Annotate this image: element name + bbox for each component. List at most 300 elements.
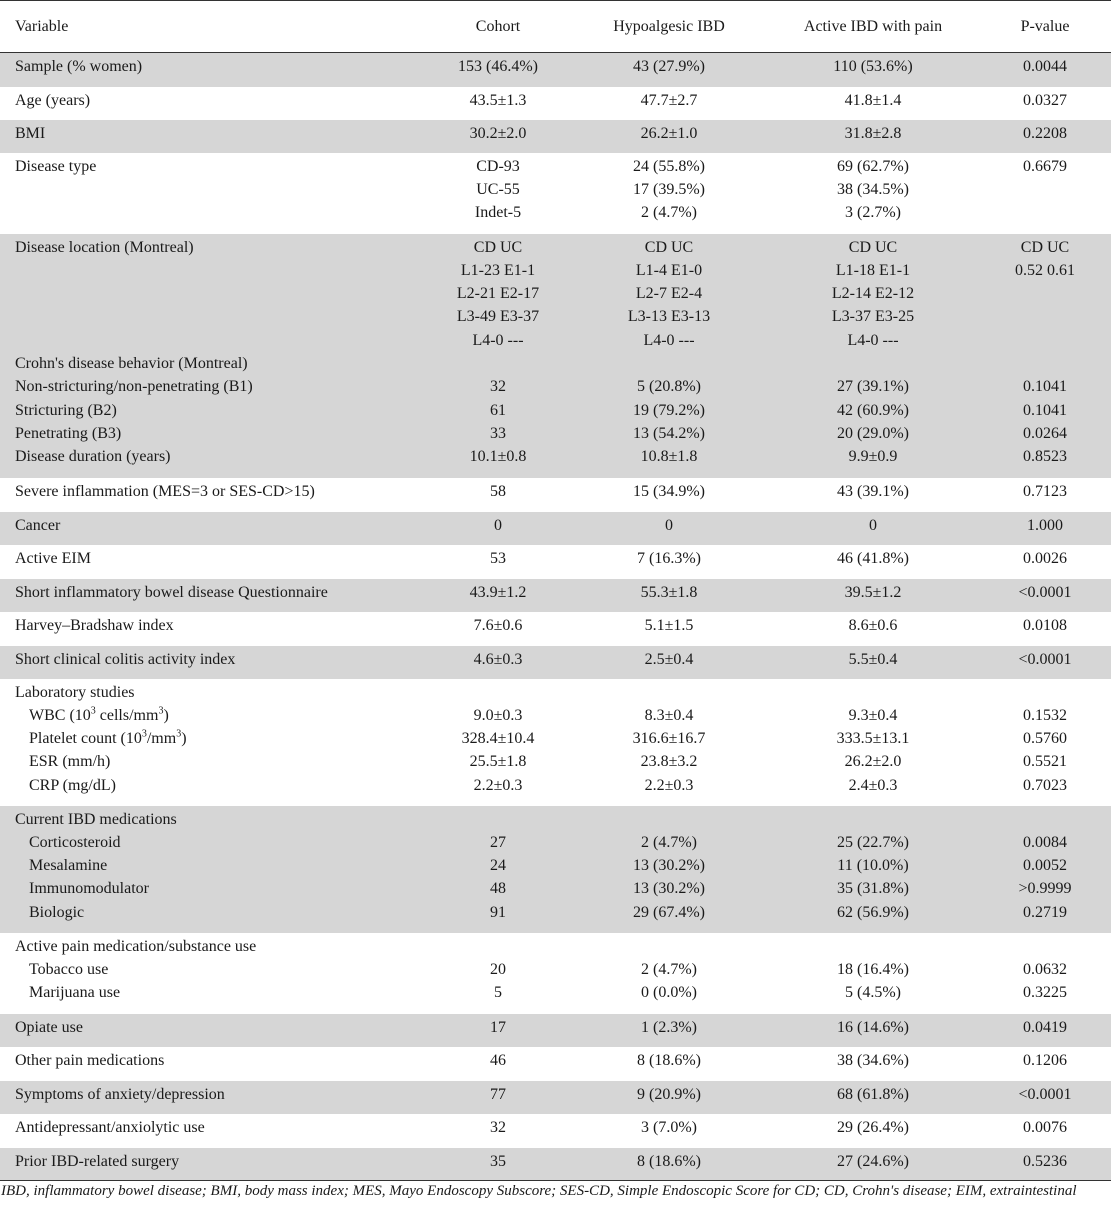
- cell-line: Mesalamine: [29, 857, 108, 875]
- cell-variable: [0, 478, 425, 512]
- cell-p-value: [979, 234, 1111, 478]
- cell-line: Disease duration (years): [15, 448, 171, 466]
- cell-line: 29 (67.4%): [633, 903, 705, 921]
- cell-variable: [0, 1114, 425, 1148]
- cell-cohort: [425, 1081, 571, 1114]
- cell-active-ibd-with-pain: [767, 478, 979, 512]
- col-header-cohort: Cohort: [425, 1, 571, 53]
- cell-p-value: [979, 1148, 1111, 1181]
- superscript: 3: [176, 728, 182, 740]
- cell-p-value: [979, 679, 1111, 806]
- cell-line: 9.0±0.3: [473, 706, 523, 724]
- cell-line: Immunomodulator: [29, 880, 149, 898]
- cell-line: Disease type: [15, 157, 97, 175]
- cell-line: 17: [490, 1018, 506, 1036]
- cell-active-ibd-with-pain: [767, 612, 979, 646]
- cell-line: L2-7 E2-4: [635, 285, 703, 303]
- cell-variable: [0, 579, 425, 612]
- cell-line: 8 (18.6%): [637, 1051, 701, 1069]
- cell-line: 8.6±0.6: [848, 616, 898, 634]
- cell-line: 0.0026: [1023, 549, 1067, 567]
- cell-line: 3 (2.7%): [845, 204, 901, 222]
- cell-line: 13 (30.2%): [633, 857, 705, 875]
- cell-line: UC-55: [476, 180, 520, 198]
- cell-active-ibd-with-pain: [767, 512, 979, 545]
- table-row: [0, 806, 1111, 933]
- col-header-p-value: P-value: [979, 1, 1111, 53]
- cell-line: [571, 935, 767, 958]
- cell-p-value: [979, 579, 1111, 612]
- cell-line: BMI: [15, 124, 46, 142]
- cell-line: Crohn's disease behavior (Montreal): [15, 354, 248, 372]
- cell-line: Disease location (Montreal): [15, 238, 194, 256]
- cell-line: L1-23 E1-1: [460, 261, 536, 279]
- cell-line: 11 (10.0%): [837, 857, 909, 875]
- cell-line: 43.5±1.3: [469, 91, 527, 109]
- cell-line: Prior IBD-related surgery: [15, 1152, 180, 1170]
- cell-hypoalgesic-ibd: [571, 612, 767, 646]
- cell-active-ibd-with-pain: [767, 806, 979, 933]
- cell-line: 1 (2.3%): [641, 1018, 697, 1036]
- cell-line: Current IBD medications: [15, 810, 177, 828]
- cell-line: 0.8523: [1023, 448, 1067, 466]
- cell-line: 26.2±1.0: [640, 124, 698, 142]
- cell-line: Marijuana use: [29, 984, 121, 1002]
- cell-line: CD UC: [644, 238, 694, 256]
- cell-line: [979, 808, 1111, 831]
- cell-line: 2.2±0.3: [473, 776, 523, 794]
- cell-line: [979, 282, 1111, 305]
- cell-line: 55.3±1.8: [640, 583, 698, 601]
- cell-line: 46: [490, 1051, 506, 1069]
- cell-line: 0.1041: [1023, 401, 1067, 419]
- cell-cohort: [425, 1047, 571, 1081]
- cell-cohort: [425, 646, 571, 679]
- cell-variable: [0, 1014, 425, 1047]
- cell-line: [767, 808, 979, 831]
- table-row: [0, 579, 1111, 612]
- cell-line: L3-37 E3-25: [831, 308, 915, 326]
- header-row: [0, 1, 1111, 53]
- cell-cohort: [425, 1114, 571, 1148]
- cell-line: Tobacco use: [29, 960, 109, 978]
- cell-line: 19 (79.2%): [633, 401, 705, 419]
- cell-line: 0.0327: [1023, 91, 1067, 109]
- cell-line: 5 (4.5%): [845, 984, 901, 1002]
- cell-line: Stricturing (B2): [15, 401, 117, 419]
- cell-line: 5.5±0.4: [848, 650, 898, 668]
- cell-variable: [0, 545, 425, 579]
- cell-p-value: [979, 478, 1111, 512]
- cell-line: 30.2±2.0: [469, 124, 527, 142]
- cell-line: [979, 305, 1111, 328]
- table-row: [0, 53, 1111, 87]
- cell-line: L4-0 ---: [643, 331, 695, 349]
- cell-line: 0.7123: [1023, 482, 1067, 500]
- cell-line: Opiate use: [15, 1018, 83, 1036]
- cell-line: 0.1041: [1023, 378, 1067, 396]
- cell-line: 32: [490, 378, 506, 396]
- table-row: [0, 153, 1111, 234]
- cell-line: L4-0 ---: [472, 331, 524, 349]
- cell-line: 3 (7.0%): [641, 1118, 697, 1136]
- cell-line: Antidepressant/anxiolytic use: [15, 1118, 205, 1136]
- cell-p-value: [979, 612, 1111, 646]
- cell-line: 69 (62.7%): [837, 157, 909, 175]
- cell-hypoalgesic-ibd: [571, 1047, 767, 1081]
- col-header-active-ibd-with-pain: Active IBD with pain: [767, 1, 979, 53]
- cell-line: L3-13 E3-13: [627, 308, 711, 326]
- cell-line: 61: [490, 401, 506, 419]
- table-row: [0, 933, 1111, 1014]
- cell-line: 7 (16.3%): [637, 549, 701, 567]
- table-row: [0, 612, 1111, 646]
- cell-line: 18 (16.4%): [837, 960, 909, 978]
- cell-active-ibd-with-pain: [767, 545, 979, 579]
- cell-line: CD UC: [848, 238, 898, 256]
- cell-line: [15, 282, 425, 305]
- cell-line: 2.5±0.4: [644, 650, 694, 668]
- superscript: 3: [141, 728, 147, 740]
- cell-line: [979, 329, 1111, 352]
- cell-line: 328.4±10.4: [461, 730, 535, 748]
- cell-line: 27 (39.1%): [837, 378, 909, 396]
- cell-hypoalgesic-ibd: [571, 806, 767, 933]
- superscript: 3: [90, 705, 96, 717]
- cell-active-ibd-with-pain: [767, 679, 979, 806]
- cell-line: 0.5521: [1023, 753, 1067, 771]
- cell-line: Other pain medications: [15, 1051, 165, 1069]
- cell-line: 0.5760: [1023, 730, 1067, 748]
- table-row: [0, 234, 1111, 478]
- table-row: [0, 1148, 1111, 1181]
- cell-line: Symptoms of anxiety/depression: [15, 1085, 225, 1103]
- col-header-hypoalgesic-ibd: Hypoalgesic IBD: [571, 1, 767, 53]
- cell-active-ibd-with-pain: [767, 87, 979, 120]
- table-row: [0, 478, 1111, 512]
- cell-variable: [0, 679, 425, 806]
- cell-line: L2-14 E2-12: [831, 285, 915, 303]
- cell-hypoalgesic-ibd: [571, 1081, 767, 1114]
- cell-variable: [0, 1081, 425, 1114]
- cell-hypoalgesic-ibd: [571, 478, 767, 512]
- cell-p-value: [979, 1047, 1111, 1081]
- cell-active-ibd-with-pain: [767, 579, 979, 612]
- cell-line: 25.5±1.8: [469, 753, 527, 771]
- cell-hypoalgesic-ibd: [571, 153, 767, 234]
- cell-line: 2 (4.7%): [641, 960, 697, 978]
- cell-line: 38 (34.5%): [837, 180, 909, 198]
- cell-line: [425, 352, 571, 375]
- cell-line: Penetrating (B3): [15, 424, 122, 442]
- cell-line: 0.0264: [1023, 424, 1067, 442]
- cell-line: <0.0001: [1018, 650, 1072, 668]
- cell-line: [571, 681, 767, 704]
- cell-line: Platelet count $(10^3/mm^3)$: [29, 728, 187, 748]
- cell-variable: [0, 612, 425, 646]
- cell-line: 8.3±0.4: [644, 706, 694, 724]
- cell-active-ibd-with-pain: [767, 1081, 979, 1114]
- cell-p-value: [979, 933, 1111, 1014]
- cell-line: 20 (29.0%): [837, 424, 909, 442]
- cell-line: Harvey–Bradshaw index: [15, 616, 174, 634]
- cell-line: 8 (18.6%): [637, 1152, 701, 1170]
- cell-line: Laboratory studies: [15, 683, 135, 701]
- cell-line: 46 (41.8%): [837, 549, 909, 567]
- cell-line: [425, 935, 571, 958]
- cell-p-value: [979, 1014, 1111, 1047]
- cell-variable: [0, 153, 425, 234]
- cell-line: 25 (22.7%): [837, 833, 909, 851]
- cell-p-value: [979, 153, 1111, 234]
- cell-line: 77: [490, 1085, 506, 1103]
- cell-line: 9.9±0.9: [848, 448, 898, 466]
- cell-hypoalgesic-ibd: [571, 646, 767, 679]
- cell-line: 0.1532: [1023, 706, 1067, 724]
- cell-line: [571, 808, 767, 831]
- cell-line: 0.0044: [1023, 58, 1067, 75]
- cell-line: CRP (mg/dL): [29, 776, 116, 794]
- cell-line: 17 (39.5%): [633, 180, 705, 198]
- cell-line: 62 (56.9%): [837, 903, 909, 921]
- cell-variable: [0, 512, 425, 545]
- cell-cohort: [425, 234, 571, 478]
- cell-line: 7.6±0.6: [473, 616, 523, 634]
- cell-hypoalgesic-ibd: [571, 933, 767, 1014]
- cell-hypoalgesic-ibd: [571, 545, 767, 579]
- cell-cohort: [425, 1014, 571, 1047]
- table-row: [0, 679, 1111, 806]
- table-row: [0, 120, 1111, 153]
- cell-hypoalgesic-ibd: [571, 234, 767, 478]
- cell-line: 35: [490, 1152, 506, 1170]
- cell-cohort: [425, 806, 571, 933]
- cell-line: [571, 352, 767, 375]
- cell-line: 5: [494, 984, 502, 1002]
- cell-line: 10.8±1.8: [640, 448, 698, 466]
- cell-line: 0.0076: [1023, 1118, 1067, 1136]
- cell-line: [979, 681, 1111, 704]
- table-row: [0, 545, 1111, 579]
- cell-line: 47.7±2.7: [640, 91, 698, 109]
- cell-line: 48: [490, 880, 506, 898]
- cell-line: [767, 935, 979, 958]
- cell-line: 29 (26.4%): [837, 1118, 909, 1136]
- cell-line: 20: [490, 960, 506, 978]
- cell-p-value: [979, 1114, 1111, 1148]
- cell-active-ibd-with-pain: [767, 1047, 979, 1081]
- cell-line: 13 (30.2%): [633, 880, 705, 898]
- cell-line: Active pain medication/substance use: [15, 937, 257, 955]
- cell-p-value: [979, 646, 1111, 679]
- cell-line: [979, 935, 1111, 958]
- cell-line: 0.1206: [1023, 1051, 1067, 1069]
- cell-line: L2-21 E2-17: [456, 285, 540, 303]
- cell-line: 32: [490, 1118, 506, 1136]
- cell-hypoalgesic-ibd: [571, 1114, 767, 1148]
- table-row: [0, 87, 1111, 120]
- cell-line: 0.0632: [1023, 960, 1067, 978]
- cell-line: 0.0084: [1023, 833, 1067, 851]
- cell-line: 35 (31.8%): [837, 880, 909, 898]
- cell-line: Sample (% women): [15, 58, 143, 75]
- cell-line: Non-stricturing/non-penetrating (B1): [15, 378, 253, 396]
- cell-line: 41.8±1.4: [844, 91, 902, 109]
- cell-hypoalgesic-ibd: [571, 512, 767, 545]
- cell-line: 13 (54.2%): [633, 424, 705, 442]
- cell-line: [767, 352, 979, 375]
- cell-line: Short inflammatory bowel disease Questionnaire: [15, 583, 328, 601]
- cell-line: ESR (mm/h): [29, 753, 111, 771]
- col-header-variable: Variable: [0, 1, 425, 53]
- cell-line: 15 (34.9%): [633, 482, 705, 500]
- cell-variable: [0, 87, 425, 120]
- cell-active-ibd-with-pain: [767, 53, 979, 87]
- cell-variable: [0, 1148, 425, 1181]
- cell-line: 68 (61.8%): [837, 1085, 909, 1103]
- cell-line: [425, 681, 571, 704]
- table-row: [0, 646, 1111, 679]
- cell-line: 0.2719: [1023, 903, 1067, 921]
- cell-line: 58: [490, 482, 506, 500]
- cell-line: L3-49 E3-37: [456, 308, 540, 326]
- cell-line: L1-18 E1-1: [835, 261, 911, 279]
- cell-line: 43 (39.1%): [837, 482, 909, 500]
- cell-p-value: [979, 87, 1111, 120]
- cell-line: Active EIM: [15, 549, 91, 567]
- cell-active-ibd-with-pain: [767, 1014, 979, 1047]
- cell-line: Severe inflammation (MES=3 or SES-CD>15): [15, 482, 315, 500]
- cell-cohort: [425, 679, 571, 806]
- cell-line: 24: [490, 857, 506, 875]
- cell-line: 42 (60.9%): [837, 401, 909, 419]
- cell-p-value: [979, 512, 1111, 545]
- cell-cohort: [425, 612, 571, 646]
- cell-cohort: [425, 153, 571, 234]
- cell-line: 110 (53.6%): [833, 58, 913, 75]
- cell-line: 33: [490, 424, 506, 442]
- cell-variable: [0, 234, 425, 478]
- cell-line: 23.8±3.2: [640, 753, 698, 771]
- cell-p-value: [979, 120, 1111, 153]
- cell-line: 31.8±2.8: [844, 124, 902, 142]
- cell-active-ibd-with-pain: [767, 646, 979, 679]
- cell-line: 0 (0.0%): [641, 984, 697, 1002]
- cell-line: 0.3225: [1023, 984, 1067, 1002]
- cell-line: 9.3±0.4: [848, 706, 898, 724]
- cell-hypoalgesic-ibd: [571, 53, 767, 87]
- cell-p-value: [979, 806, 1111, 933]
- cell-line: 24 (55.8%): [633, 157, 705, 175]
- cell-line: Short clinical colitis activity index: [15, 650, 236, 668]
- cell-line: 0.0108: [1023, 616, 1067, 634]
- cell-line: [15, 305, 425, 328]
- cell-line: 0: [494, 516, 502, 534]
- cell-line: 2 (4.7%): [641, 204, 697, 222]
- cell-line: L1-4 E1-0: [635, 261, 703, 279]
- cell-line: 16 (14.6%): [837, 1018, 909, 1036]
- cell-variable: [0, 120, 425, 153]
- cell-cohort: [425, 53, 571, 87]
- cell-line: 9 (20.9%): [637, 1085, 701, 1103]
- cell-line: 153 (46.4%): [458, 58, 538, 75]
- cell-line: WBC ($10^3$ cells/$mm^3$): [29, 705, 169, 724]
- cell-line: [979, 352, 1111, 375]
- cell-line: Corticosteroid: [29, 833, 121, 851]
- cell-line: 4.6±0.3: [473, 650, 523, 668]
- table-row: [0, 512, 1111, 545]
- cell-line: 43.9±1.2: [469, 583, 527, 601]
- cell-hypoalgesic-ibd: [571, 87, 767, 120]
- cell-line: 0.52 0.61: [1015, 261, 1075, 279]
- cell-line: Indet-5: [474, 204, 522, 222]
- cell-line: [767, 681, 979, 704]
- cell-cohort: [425, 512, 571, 545]
- cell-line: CD UC: [1020, 238, 1070, 256]
- table-row: [0, 1047, 1111, 1081]
- cell-line: 0.5236: [1023, 1152, 1067, 1170]
- cell-line: 26.2±2.0: [844, 753, 902, 771]
- cell-line: Age (years): [15, 91, 91, 109]
- superscript: 3: [158, 705, 164, 717]
- cell-p-value: [979, 545, 1111, 579]
- table-row: [0, 1114, 1111, 1148]
- cell-cohort: [425, 933, 571, 1014]
- cell-line: 0: [665, 516, 673, 534]
- cell-variable: [0, 1047, 425, 1081]
- cell-line: [15, 329, 425, 352]
- cell-hypoalgesic-ibd: [571, 120, 767, 153]
- cell-active-ibd-with-pain: [767, 933, 979, 1014]
- cell-variable: [0, 646, 425, 679]
- cell-line: <0.0001: [1018, 1085, 1072, 1103]
- cell-cohort: [425, 478, 571, 512]
- cell-line: CD UC: [473, 238, 523, 256]
- cell-line: 0.0052: [1023, 857, 1067, 875]
- cell-line: 0.0419: [1023, 1018, 1067, 1036]
- cell-line: 0.2208: [1023, 124, 1067, 142]
- cell-line: Biologic: [29, 903, 85, 921]
- cell-line: 333.5±13.1: [836, 730, 910, 748]
- cell-line: 1.000: [1027, 516, 1063, 534]
- cell-line: 10.1±0.8: [469, 448, 527, 466]
- table-header: [0, 1, 1111, 53]
- cell-line: <0.0001: [1018, 583, 1072, 601]
- cell-line: 27: [490, 833, 506, 851]
- cell-line: 2.4±0.3: [848, 776, 898, 794]
- cell-line: [425, 808, 571, 831]
- cell-variable: [0, 933, 425, 1014]
- cell-active-ibd-with-pain: [767, 1148, 979, 1181]
- cell-p-value: [979, 53, 1111, 87]
- cell-line: 316.6±16.7: [632, 730, 706, 748]
- cell-line: 38 (34.6%): [837, 1051, 909, 1069]
- cell-cohort: [425, 87, 571, 120]
- cell-hypoalgesic-ibd: [571, 679, 767, 806]
- cell-line: 0: [869, 516, 877, 534]
- cell-cohort: [425, 120, 571, 153]
- cell-line: 91: [490, 903, 506, 921]
- cell-line: 43 (27.9%): [633, 58, 705, 75]
- cell-line: CD-93: [476, 157, 520, 175]
- cell-line: [15, 259, 425, 282]
- cell-p-value: [979, 1081, 1111, 1114]
- cell-line: 5 (20.8%): [637, 378, 701, 396]
- cell-cohort: [425, 545, 571, 579]
- table-row: [0, 1014, 1111, 1047]
- cell-hypoalgesic-ibd: [571, 1014, 767, 1047]
- cell-hypoalgesic-ibd: [571, 579, 767, 612]
